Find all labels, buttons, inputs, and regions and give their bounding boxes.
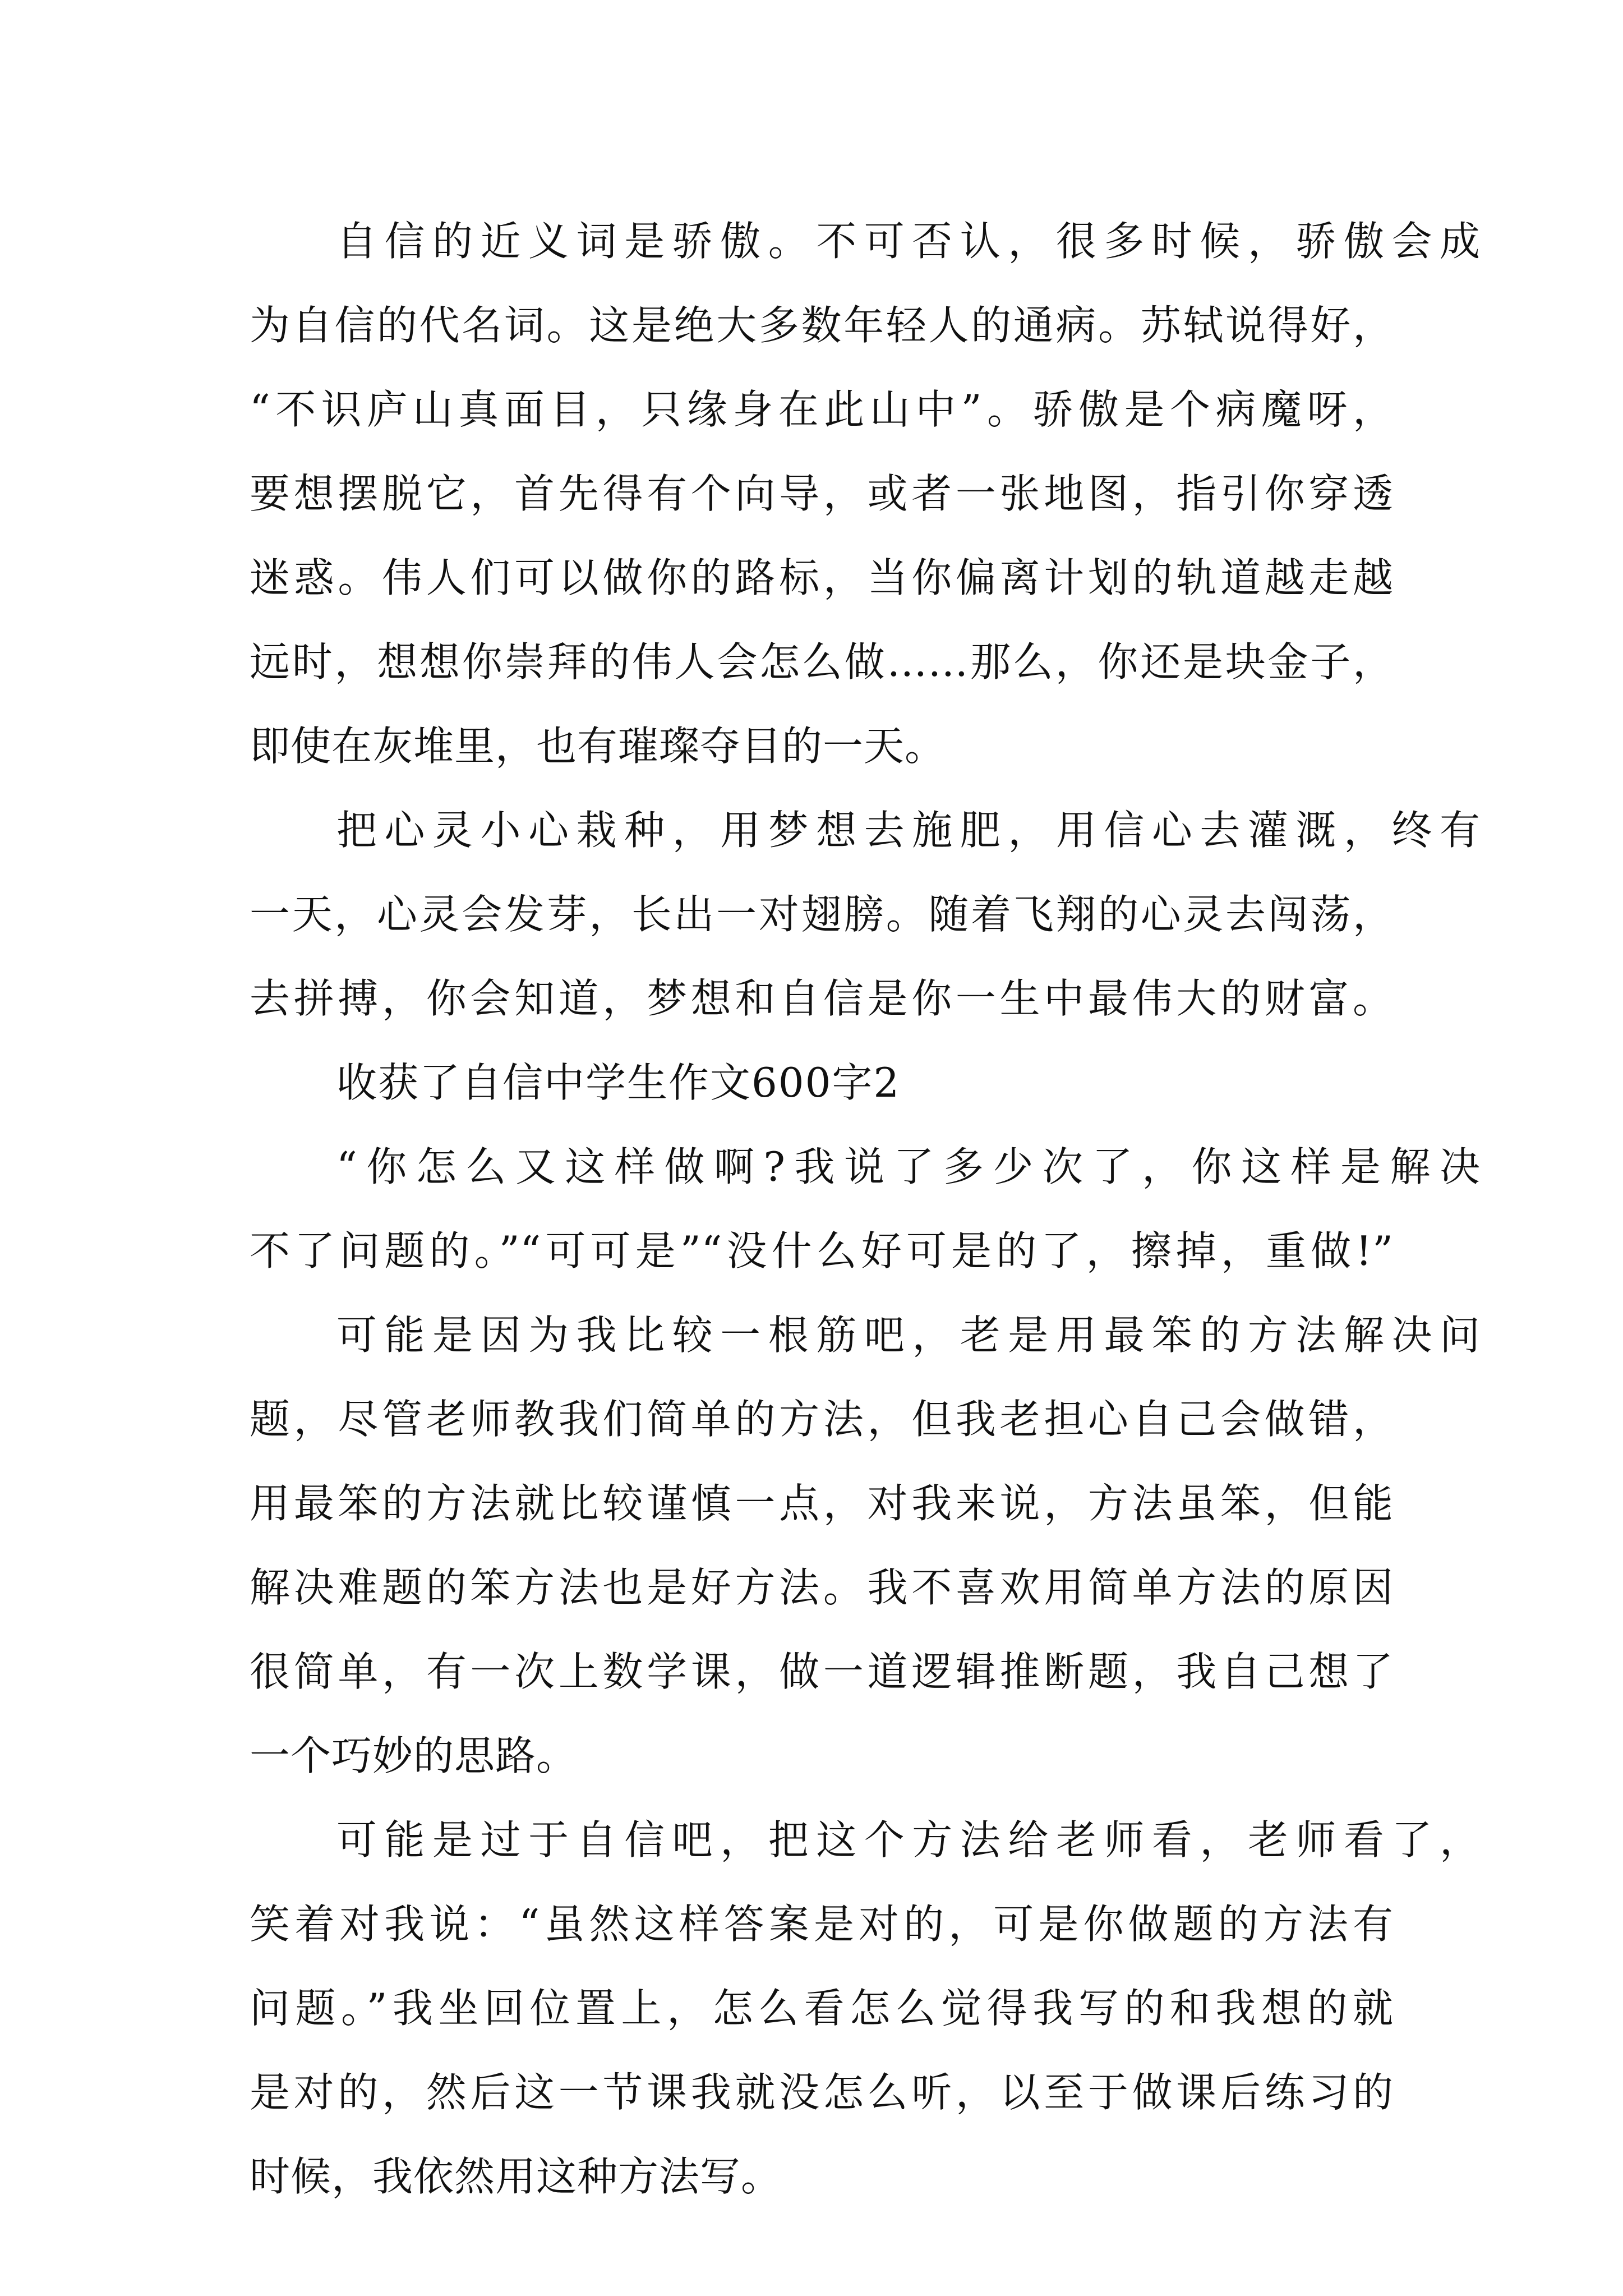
paragraph-line: 不了问题的。”“可可是”“没什么好可是的了，擦掉，重做!” — [250, 1227, 1394, 1274]
paragraph-line: 很简单，有一次上数学课，做一道逻辑推断题，我自己想了 — [250, 1648, 1394, 1695]
paragraph-line: 即使在灰堆里，也有璀璨夺目的一天。 — [250, 723, 946, 770]
paragraph-line: 一天，心灵会发芽，长出一对翅膀。随着飞翔的心灵去闯荡， — [250, 891, 1394, 938]
paragraph-line: 问题。”我坐回位置上，怎么看怎么觉得我写的和我想的就 — [250, 1985, 1394, 2032]
paragraph-line: 是对的，然后这一节课我就没怎么听，以至于做课后练习的 — [250, 2069, 1394, 2116]
paragraph-line: 去拼搏，你会知道，梦想和自信是你一生中最伟大的财富。 — [250, 975, 1394, 1022]
paragraph-line: 为自信的代名词。这是绝大多数年轻人的通病。苏轼说得好， — [250, 302, 1394, 349]
paragraph-line: 把心灵小心栽种，用梦想去施肥，用信心去灌溉，终有 — [336, 807, 1481, 854]
paragraph-line: 时候，我依然用这种方法写。 — [250, 2153, 782, 2200]
paragraph-line: 可能是过于自信吧，把这个方法给老师看，老师看了， — [336, 1816, 1481, 1864]
paragraph-line: “你怎么又这样做啊?我说了多少次了，你这样是解决 — [336, 1143, 1481, 1190]
paragraph-line: 解决难题的笨方法也是好方法。我不喜欢用简单方法的原因 — [250, 1564, 1394, 1611]
paragraph-line: 题，尽管老师教我们简单的方法，但我老担心自己会做错， — [250, 1396, 1394, 1443]
paragraph-line: “不识庐山真面目，只缘身在此山中”。骄傲是个病魔呀， — [250, 386, 1394, 433]
section-heading: 收获了自信中学生作文600字2 — [336, 1059, 901, 1106]
paragraph-line: 用最笨的方法就比较谨慎一点，对我来说，方法虽笨，但能 — [250, 1480, 1394, 1527]
paragraph-line: 笑着对我说：“虽然这样答案是对的，可是你做题的方法有 — [250, 1901, 1394, 1948]
paragraph-line: 要想摆脱它，首先得有个向导，或者一张地图，指引你穿透 — [250, 470, 1394, 517]
paragraph-line: 可能是因为我比较一根筋吧，老是用最笨的方法解决问 — [336, 1312, 1481, 1359]
paragraph-line: 远时，想想你崇拜的伟人会怎么做……那么，你还是块金子， — [250, 638, 1394, 685]
paragraph-line: 迷惑。伟人们可以做你的路标，当你偏离计划的轨道越走越 — [250, 554, 1394, 601]
paragraph-line: 一个巧妙的思路。 — [250, 1732, 578, 1779]
paragraph-line: 自信的近义词是骄傲。不可否认，很多时候，骄傲会成 — [336, 218, 1481, 265]
